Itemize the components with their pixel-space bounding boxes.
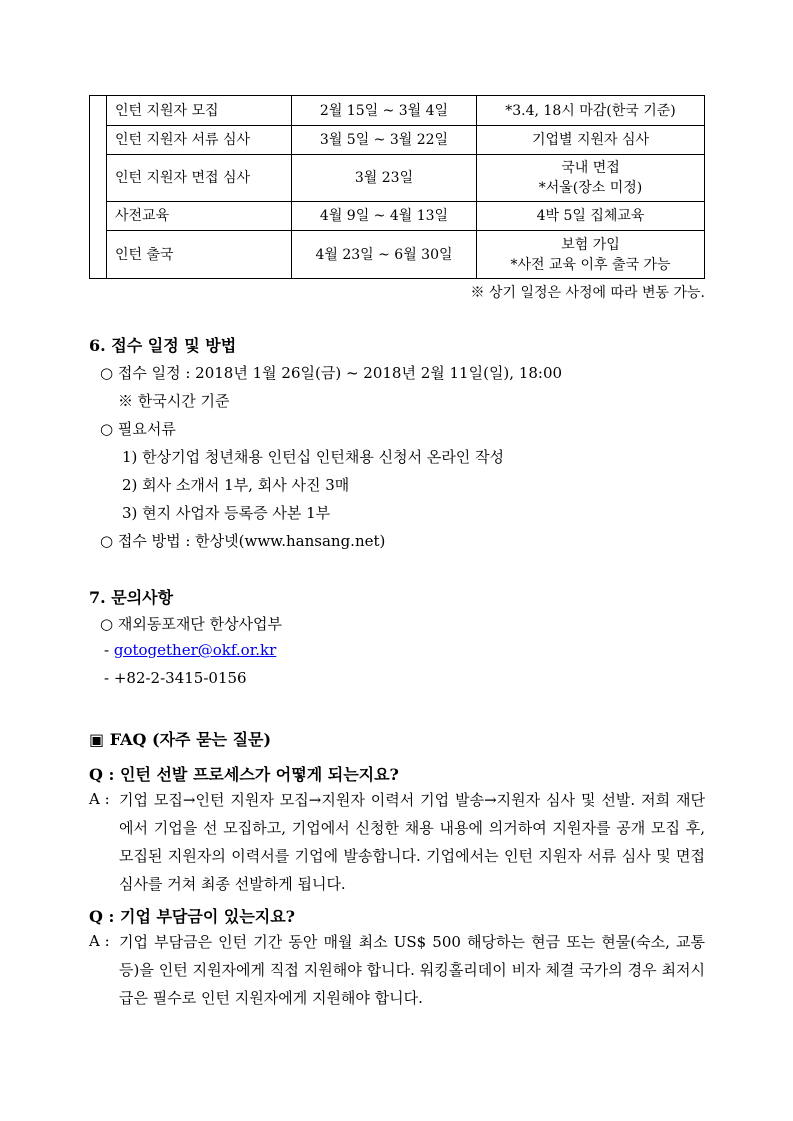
contact-phone: - +82-2-3415-0156 [104, 669, 247, 687]
required-doc-item: 2) 회사 소개서 1부, 회사 사진 3매 [122, 476, 350, 494]
schedule-period: 3월 5일 ~ 3월 22일 [292, 126, 477, 155]
schedule-row [90, 202, 705, 231]
schedule-period: 2월 15일 ~ 3월 4일 [292, 96, 477, 126]
section-6-title: 6. 접수 일정 및 방법 [89, 336, 237, 355]
submission-period: ○ 접수 일정 : 2018년 1월 26일(금) ~ 2018년 2월 11일(일), 18:00 [100, 364, 563, 382]
schedule-period: 4월 9일 ~ 4월 13일 [292, 202, 477, 231]
required-docs-title: ○ 필요서류 [100, 420, 176, 438]
schedule-row [90, 231, 705, 279]
schedule-task: 인턴 지원자 면접 심사 [107, 155, 292, 202]
schedule-note [477, 155, 705, 202]
contact-email-dash: - [104, 641, 110, 659]
schedule-table [89, 95, 705, 279]
submission-period-note: ※ 한국시간 기준 [118, 392, 230, 410]
faq-question-1: Q : 인턴 선발 프로세스가 어떻게 되는지요? [89, 765, 399, 784]
schedule-note-line: *서울(장소 미정) [538, 180, 643, 196]
contact-org: ○ 재외동포재단 한상사업부 [100, 615, 283, 633]
required-doc-item: 3) 현지 사업자 등록증 사본 1부 [122, 504, 331, 522]
faq-answer-1-wrap [89, 786, 705, 898]
faq-answer-1: 기업 모집→인턴 지원자 모집→지원자 이력서 기업 발송→지원자 심사 및 선발. 저희 재단에서 기업을 선 모집하고, 기업에서 신청한 채용 내용에 의거하여 지원자를 공개 모집 후, 모집된 지원자의 이력서를 기업에 발송합니다. 기업에서는 인턴 지원자 서류 심사 및 면접 심사를 거쳐 최종 선발하게 됩니다. [119, 791, 705, 893]
schedule-note [477, 126, 705, 155]
schedule-note [477, 231, 705, 279]
schedule-task: 인턴 출국 [107, 231, 292, 279]
schedule-note-line: 기업별 지원자 심사 [531, 132, 650, 148]
schedule-note-line: *3.4, 18시 마감(한국 기준) [505, 102, 676, 119]
faq-answer-1-label: A : [89, 790, 110, 808]
schedule-note-line: *사전 교육 이후 출국 가능 [510, 256, 671, 273]
required-doc-item: 1) 한상기업 청년채용 인턴십 인턴채용 신청서 온라인 작성 [122, 448, 505, 466]
faq-title: ▣ FAQ (자주 묻는 질문) [89, 730, 272, 749]
schedule-task: 인턴 지원자 서류 심사 [107, 126, 292, 155]
schedule-row [90, 126, 705, 155]
schedule-note-line: 국내 면접 [561, 160, 620, 176]
schedule-period: 4월 23일 ~ 6월 30일 [292, 231, 477, 279]
schedule-task: 인턴 지원자 모집 [107, 96, 292, 126]
contact-email-row [104, 641, 276, 659]
schedule-row [90, 155, 705, 202]
schedule-note [477, 96, 705, 126]
faq-answer-2: 기업 부담금은 인턴 기간 동안 매월 최소 US$ 500 해당하는 현금 또는 현물(숙소, 교통 등)을 인턴 지원자에게 직접 지원해야 합니다. 워킹홀리데이 비자 체결 국가의 경우 최저시급은 필수로 인턴 지원자에게 지원해야 합니다. [119, 933, 705, 1007]
faq-question-2: Q : 기업 부담금이 있는지요? [89, 907, 296, 926]
schedule-note-line: 4박 5일 집체교육 [536, 208, 645, 224]
schedule-note [477, 202, 705, 231]
contact-email-link[interactable]: gotogether@okf.or.kr [113, 641, 277, 659]
submission-method: ○ 접수 방법 : 한상넷(www.hansang.net) [100, 532, 386, 550]
schedule-row [90, 96, 705, 126]
faq-answer-2-label: A : [89, 932, 110, 950]
schedule-note-line: 보험 가입 [561, 236, 620, 253]
schedule-group-cell [90, 96, 107, 279]
schedule-period: 3월 23일 [292, 155, 477, 202]
schedule-task: 사전교육 [107, 202, 292, 231]
section-7-title: 7. 문의사항 [89, 588, 174, 607]
schedule-footnote: ※ 상기 일정은 사정에 따라 변동 가능. [470, 285, 705, 301]
